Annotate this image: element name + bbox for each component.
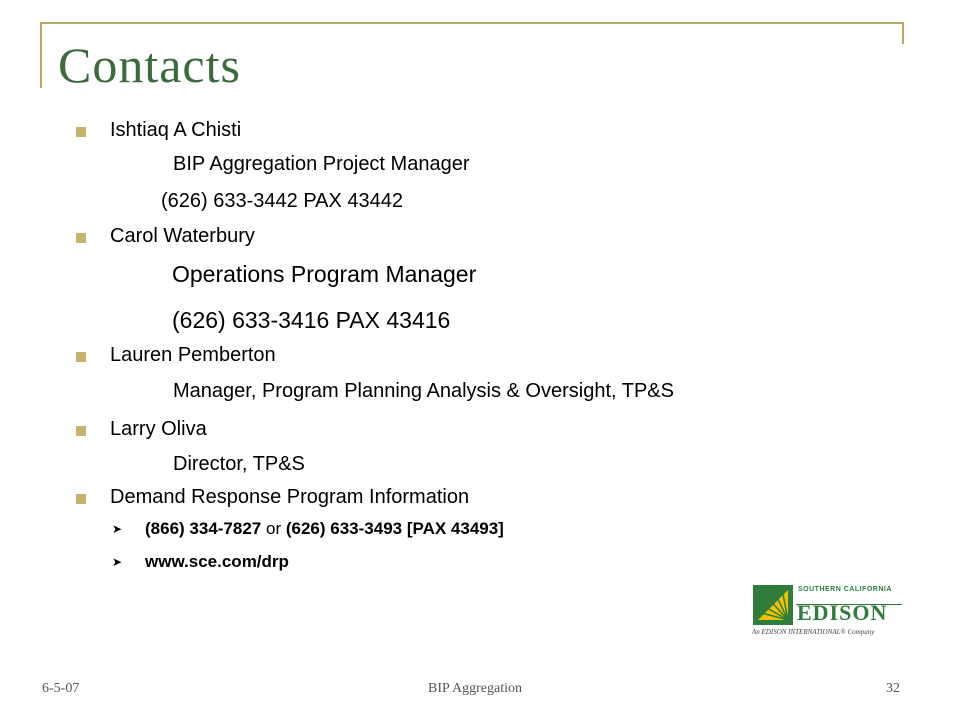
contact-name: Larry Oliva [110,418,207,440]
bullet-marker [76,426,86,436]
contact-role: Operations Program Manager [172,261,477,287]
drp-phone-or: or [266,519,282,538]
logo-line2: EDISON [797,600,888,625]
contact-phone: (626) 633-3442 PAX 43442 [161,190,404,212]
contact-name: Ishtiaq A Chisti [110,119,242,141]
contact-phone: (626) 633-3416 PAX 43416 [172,307,451,333]
contact-role: BIP Aggregation Project Manager [173,153,470,175]
contact-name: Lauren Pemberton [110,344,276,366]
footer-date: 6-5-07 [42,681,80,696]
frame-left-line [40,22,42,88]
slide-title: Contacts [58,37,241,93]
drp-heading: Demand Response Program Information [110,486,470,508]
bullet-marker [76,233,86,243]
footer-page-number: 32 [886,681,900,696]
logo-line1: SOUTHERN CALIFORNIA [798,586,892,593]
contact-name: Carol Waterbury [110,225,255,247]
bullet-marker [76,127,86,137]
drp-url-link[interactable]: www.sce.com/drp [145,552,289,571]
arrow-bullet-icon: ➤ [112,555,123,569]
logo-line3: An EDISON INTERNATIONAL® Company [752,628,875,636]
drp-phones [145,519,504,539]
contact-role: Manager, Program Planning Analysis & Oversight, TP&S [173,380,674,402]
bullet-marker [76,494,86,504]
frame-right-line [902,22,904,44]
footer-title: BIP Aggregation [428,681,522,696]
contact-role: Director, TP&S [173,453,305,475]
edison-logo [752,584,904,640]
arrow-bullet-icon: ➤ [112,522,123,536]
drp-phone-1: (866) 334-7827 [145,519,262,538]
frame-top-line [40,22,904,24]
drp-phone-2: (626) 633-3493 [PAX 43493] [285,519,504,538]
bullet-marker [76,352,86,362]
